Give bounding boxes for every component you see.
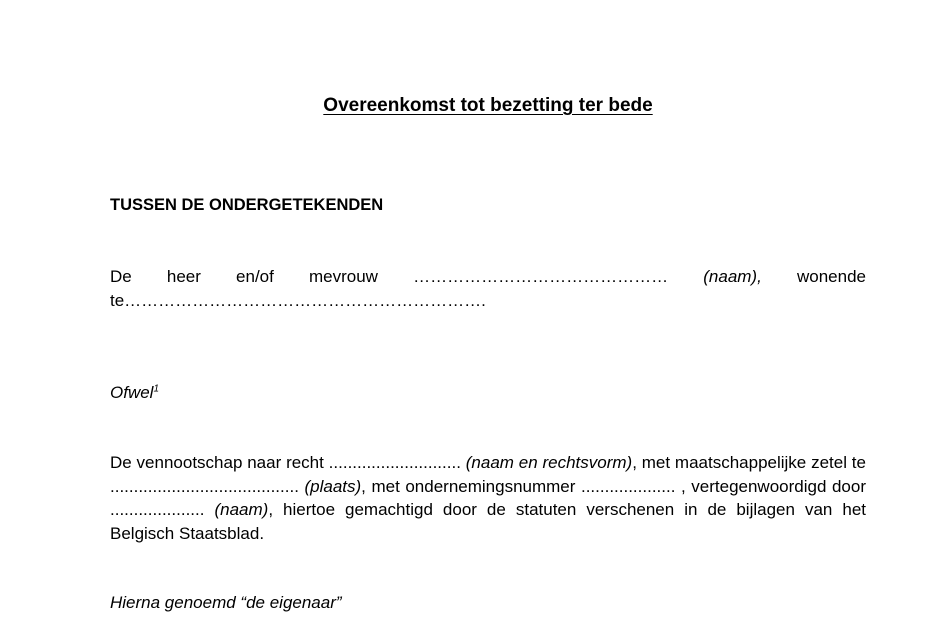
party-two-text: , met ondernemingsnummer .................... , vertegenwoordigd door .................... <box>110 476 866 519</box>
party-two-text: , hiertoe gemachtigd door de statuten verschenen in de bijlagen van het Belgisch Staatsblad. <box>110 500 866 543</box>
party-one-word: en/of <box>236 267 274 286</box>
name-placeholder-dots: ……………………………………… <box>413 267 669 286</box>
plaats-label: (plaats) <box>304 476 362 496</box>
party-one-line-1 <box>110 265 866 289</box>
naam-rechtsvorm-label: (naam en rechtsvorm) <box>465 453 633 472</box>
party-one-word: wonende <box>796 267 866 286</box>
naam-label: (naam) <box>214 500 269 519</box>
section-heading: TUSSEN DE ONDERGETEKENDEN <box>110 196 384 214</box>
naam-label: (naam), <box>703 267 762 286</box>
party-one-word: De <box>110 267 132 286</box>
ofwel-text: Ofwel <box>110 383 154 402</box>
party-two-text: , met maatschappelijke zetel te ........................................ <box>110 453 866 496</box>
party-two-text: De vennootschap naar recht ............................ <box>110 453 466 472</box>
party-one-word: mevrouw <box>309 267 378 286</box>
party-one-word: heer <box>166 267 201 286</box>
party-one-line-2: te………………………………………………………. <box>110 290 486 310</box>
footnote-marker: 1 <box>153 383 160 395</box>
ofwel-label <box>110 381 866 405</box>
party-one-paragraph <box>110 265 866 312</box>
document-title: Overeenkomst tot bezetting ter bede <box>323 95 653 116</box>
hierna-genoemd-line: Hierna genoemd “de eigenaar” <box>110 593 342 612</box>
party-two-paragraph <box>110 451 866 545</box>
